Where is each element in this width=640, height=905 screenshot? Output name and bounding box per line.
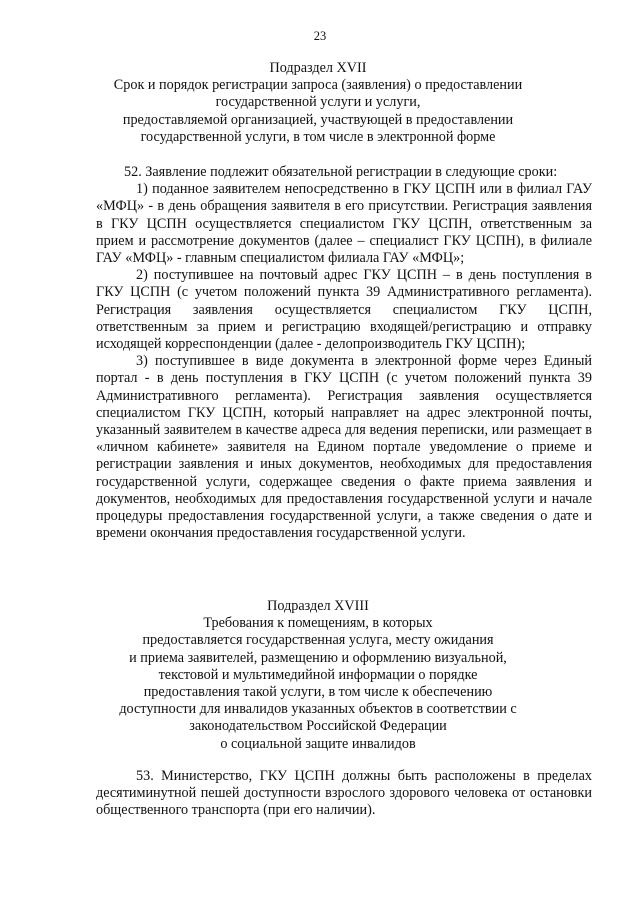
section-18-title-line: о социальной защите инвалидов xyxy=(220,735,416,752)
page-number: 23 xyxy=(313,29,327,43)
section-18-body xyxy=(96,768,592,820)
paragraph-52: 52. Заявление подлежит обязательной регистрации в следующие сроки: xyxy=(124,164,558,180)
section-18-header xyxy=(96,598,540,753)
section-18-title-line: доступности для инвалидов указанных объектов в соответствии с xyxy=(119,701,517,718)
paragraph-52-item-3: 3) поступившее в виде документа в электронной форме через Единый портал - в день поступления в ГКУ ЦСПН (с учетом положений пункта 39 Административного регламента). Регистрация заявления осуществляется специалистом ГКУ ЦСПН, который направляет на адрес электронной почты, указанный заявителем в качестве адреса для ведения переписки, или размещает в «личном кабинете» заявителя на Едином портале уведомление о приеме и регистрации заявления и иных документов, необходимых для предоставления государственной услуги, содержащее сведения о факте приема заявления и документов, необходимых для предоставления государственной услуги и начале процедуры предоставления государственной услуги, а также сведения о дате и времени окончания предоставления государственной услуги. xyxy=(96,353,592,542)
section-18-title-line: предоставления такой услуги, в том числе к обеспечению xyxy=(143,684,493,701)
section-17-title-line: государственной услуги, в том числе в электронной форме xyxy=(140,128,496,145)
section-18-heading: Подраздел XVIII xyxy=(267,598,369,614)
paragraph-53: 53. Министерство, ГКУ ЦСПН должны быть расположены в пределах десятиминутной пешей доступности взрослого здорового человека от остановки общественного транспорта (при его наличии). xyxy=(96,768,592,819)
section-17-title-line: предоставляемой организацией, участвующей в предоставлении xyxy=(122,111,514,128)
section-18-title-line: текстовой и мультимедийной информации о порядке xyxy=(158,666,478,683)
section-17-title-line: Срок и порядок регистрации запроса (заявления) о предоставлении xyxy=(113,77,523,94)
section-18-title-line: и приема заявителей, размещению и оформлению визуальной, xyxy=(129,649,507,666)
section-17-body xyxy=(96,164,592,542)
section-17-heading: Подраздел XVII xyxy=(269,60,367,76)
section-18-title-line: предоставляется государственная услуга, месту ожидания xyxy=(142,632,494,649)
section-18-title-line: законодательством Российской Федерации xyxy=(189,718,447,735)
paragraph-52-item-1: 1) поданное заявителем непосредственно в ГКУ ЦСПН или в филиал ГАУ «МФЦ» - в день обращения заявителя в его присутствии. Регистрация заявления в ГКУ ЦСПН осуществляется специалистом ГКУ ЦСПН, ответственным за прием и рассмотрение документов (далее – специалист ГКУ ЦСПН), в филиале ГАУ «МФЦ» - главным специалистом филиала ГАУ «МФЦ»; xyxy=(96,181,592,267)
section-17-title-line: государственной услуги и услуги, xyxy=(215,94,421,111)
paragraph-52-item-2: 2) поступившее на почтовый адрес ГКУ ЦСПН – в день поступления в ГКУ ЦСПН (с учетом положений пункта 39 Административного регламента). Регистрация заявления осуществляется специалистом ГКУ ЦСПН, ответственным за прием и регистрацию входящей/регистрацию и отправку исходящей корреспонденции (далее - делопроизводитель ГКУ ЦСПН); xyxy=(96,267,592,353)
section-18-title-line: Требования к помещениям, в которых xyxy=(203,615,433,632)
section-17-header xyxy=(96,60,540,146)
